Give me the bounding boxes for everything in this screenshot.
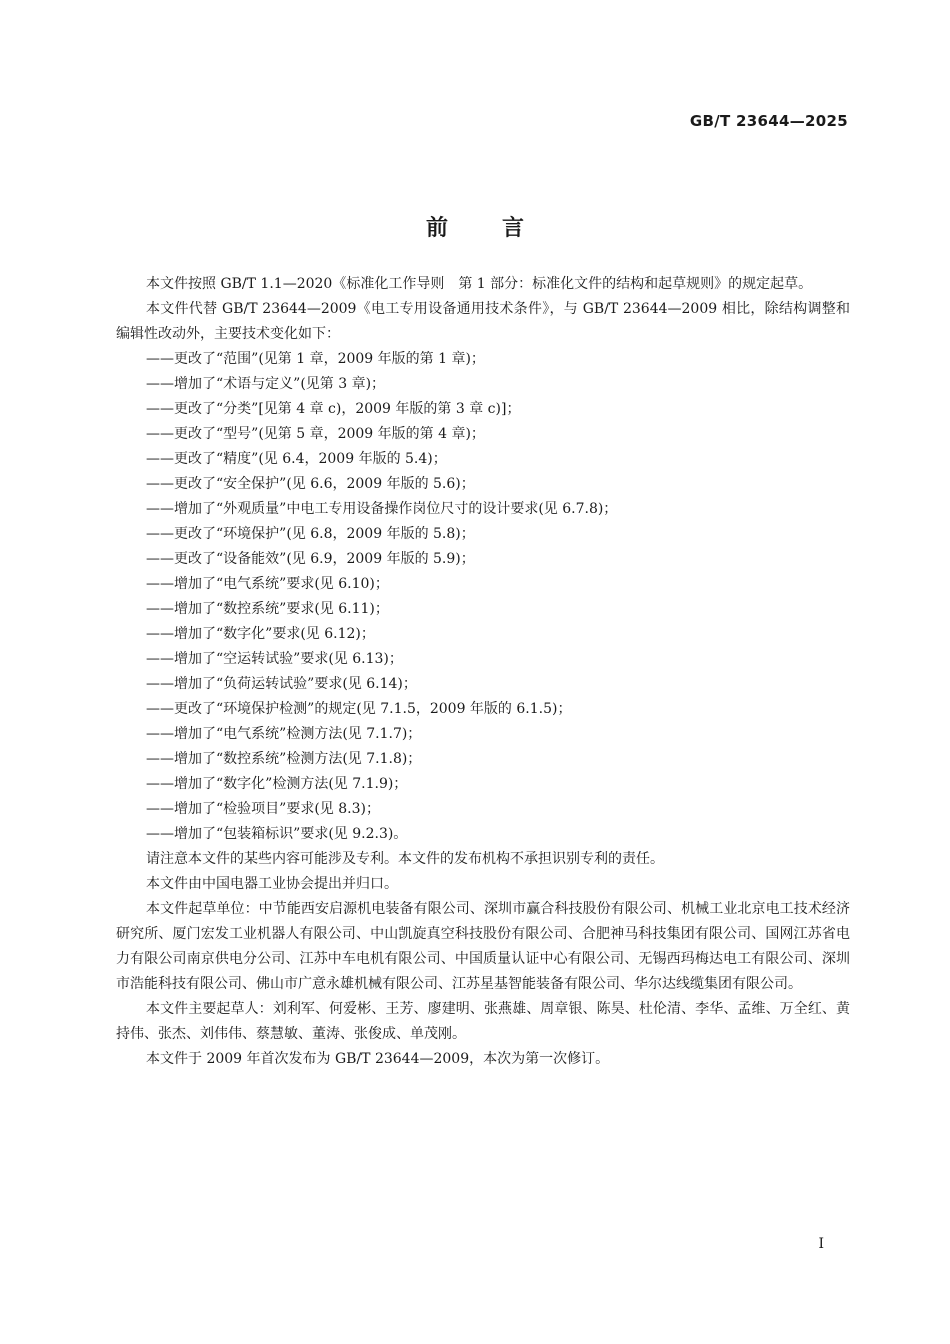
page-title: 前言 — [425, 215, 578, 241]
drafters-paragraph: 本文件主要起草人：刘利军、何爱彬、王芳、廖建明、张燕雄、周章银、陈昊、杜伦清、李华、孟维、万全红、黄持伟、张杰、刘伟伟、蔡慧敏、董涛、张俊成、单茂刚。 — [116, 1001, 850, 1042]
page-number: I — [818, 1236, 824, 1252]
list-item: ——增加了“数字化”检测方法(见 7.1.9)； — [146, 776, 408, 792]
list-item: ——增加了“数控系统”要求(见 6.11)； — [146, 601, 389, 617]
history-paragraph: 本文件于 2009 年首次发布为 GB/T 23644—2009，本次为第一次修订。 — [146, 1051, 610, 1067]
list-item: ——更改了“型号”(见第 5 章，2009 年版的第 4 章)； — [146, 426, 485, 442]
drafting-units-paragraph: 本文件起草单位：中节能西安启源机电装备有限公司、深圳市赢合科技股份有限公司、机械工业北京电工技术经济研究所、厦门宏发工业机器人有限公司、中山凯旋真空科技股份有限公司、合肥神马科技集团有限公司、国网江苏省电力有限公司南京供电分公司、江苏中车电机有限公司、中国质量认证中心有限公司、无锡西玛梅达电工有限公司、深圳市浩能科技有限公司、佛山市广意永雄机械有限公司、江苏星基智能装备有限公司、华尔达线缆集团有限公司。 — [116, 901, 850, 992]
list-item: ——更改了“环境保护”(见 6.8，2009 年版的 5.8)； — [146, 526, 475, 542]
changes-list — [116, 347, 850, 847]
list-item: ——增加了“电气系统”要求(见 6.10)； — [146, 576, 389, 592]
intro-paragraph-1: 本文件按照 GB/T 1.1—2020《标准化工作导则 第 1 部分：标准化文件的结构和起草规则》的规定起草。 — [146, 276, 813, 292]
list-item: ——增加了“电气系统”检测方法(见 7.1.7)； — [146, 726, 422, 742]
list-item: ——更改了“分类”[见第 4 章 c)，2009 年版的第 3 章 c)]； — [146, 401, 521, 417]
list-item: ——增加了“检验项目”要求(见 8.3)； — [146, 801, 380, 817]
list-item: ——增加了“外观质量”中电工专用设备操作岗位尺寸的设计要求(见 6.7.8)； — [146, 501, 618, 517]
list-item: ——更改了“环境保护检测”的规定(见 7.1.5，2009 年版的 6.1.5)； — [146, 701, 572, 717]
patent-notice: 请注意本文件的某些内容可能涉及专利。本文件的发布机构不承担识别专利的责任。 — [146, 851, 664, 867]
list-item: ——增加了“术语与定义”(见第 3 章)； — [146, 376, 386, 392]
proposer-paragraph: 本文件由中国电器工业协会提出并归口。 — [146, 876, 398, 892]
list-item: ——更改了“安全保护”(见 6.6，2009 年版的 5.6)； — [146, 476, 475, 492]
list-item: ——更改了“范围”(见第 1 章，2009 年版的第 1 章)； — [146, 351, 485, 367]
list-item: ——增加了“数字化”要求(见 6.12)； — [146, 626, 375, 642]
list-item: ——增加了“数控系统”检测方法(见 7.1.8)； — [146, 751, 422, 767]
standard-number: GB/T 23644—2025 — [689, 112, 848, 130]
intro-paragraph-2: 本文件代替 GB/T 23644—2009《电工专用设备通用技术条件》，与 GB/T 23644—2009 相比，除结构调整和编辑性改动外，主要技术变化如下： — [116, 301, 850, 342]
list-item: ——增加了“负荷运转试验”要求(见 6.14)； — [146, 676, 417, 692]
list-item: ——更改了“精度”(见 6.4，2009 年版的 5.4)； — [146, 451, 447, 467]
list-item: ——增加了“包装箱标识”要求(见 9.2.3)。 — [146, 826, 408, 842]
list-item: ——更改了“设备能效”(见 6.9，2009 年版的 5.9)； — [146, 551, 475, 567]
document-body — [116, 272, 850, 1072]
list-item: ——增加了“空运转试验”要求(见 6.13)； — [146, 651, 403, 667]
